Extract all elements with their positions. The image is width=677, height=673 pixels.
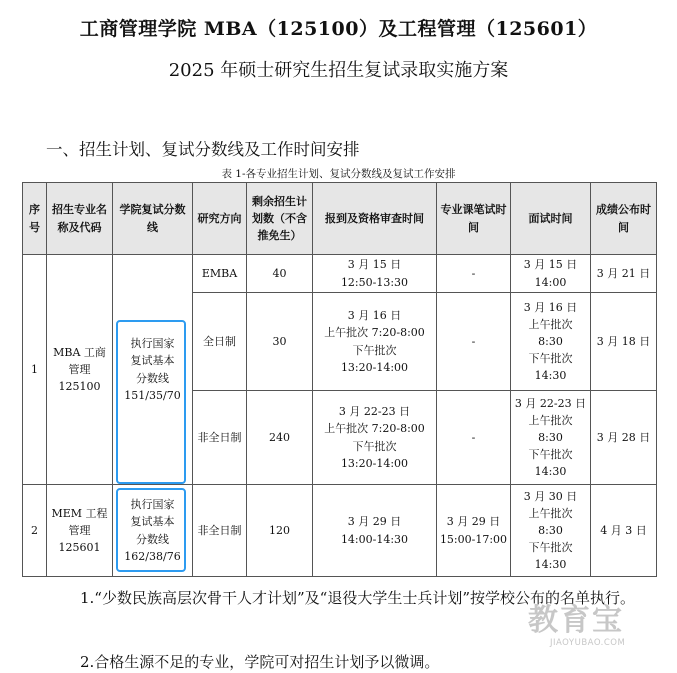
direction-cell: 全日制 (193, 293, 247, 391)
publish-date-cell: 3 月 18 日 (591, 293, 657, 391)
checkin-time-line: 3 月 22-23 日 (338, 405, 411, 419)
checkin-time-cell (313, 391, 437, 485)
score-line-text: 复试基本 (130, 515, 175, 529)
score-line-cell (113, 255, 193, 485)
table-header-row (23, 183, 657, 255)
header-cell: 报到及资格审查时间 (313, 183, 437, 255)
checkin-time-line: 上午批次 7:20-8:00 (324, 326, 425, 340)
written-exam-cell: - (437, 255, 511, 293)
interview-time-line: 上午批次 (528, 413, 573, 427)
interview-time-line: 下午批次 (528, 352, 573, 366)
checkin-time-line: 13:20-14:00 (340, 360, 409, 374)
document-subtitle: 2025 年硕士研究生招生复试录取实施方案 (168, 60, 509, 81)
checkin-time-line: 下午批次 (352, 439, 397, 453)
program-name-cell: MBA 工商管理 125100 (47, 255, 113, 485)
checkin-time-line: 3 月 29 日 (347, 515, 402, 529)
checkin-time-line: 3 月 15 日 (347, 258, 402, 272)
score-line-text: 执行国家 (130, 498, 175, 512)
table-row (23, 485, 657, 577)
plan-count-cell: 30 (247, 293, 313, 391)
note-paragraph-2: 2.合格生源不足的专业，学院可对招生计划予以微调。 (80, 653, 440, 671)
checkin-time-cell (313, 293, 437, 391)
written-exam-cell: - (437, 391, 511, 485)
document-title: 工商管理学院 MBA（125100）及工程管理（125601） (79, 18, 598, 40)
checkin-time-line: 下午批次 (352, 343, 397, 357)
interview-time-line: 下午批次 (528, 448, 573, 462)
interview-time-line: 8:30 (538, 334, 563, 348)
header-cell: 序号 (23, 183, 47, 255)
admission-table (22, 182, 657, 577)
plan-count-cell: 240 (247, 391, 313, 485)
checkin-time-line: 13:20-14:00 (340, 456, 409, 470)
table-row (23, 255, 657, 293)
direction-cell: EMBA (193, 255, 247, 293)
interview-time-line: 上午批次 (528, 506, 573, 520)
interview-time-line: 8:30 (538, 430, 563, 444)
note-paragraph-1: 1.“少数民族高层次骨干人才计划”及“退役大学生士兵计划”按学校公布的名单执行。 (80, 589, 635, 607)
publish-date-cell: 3 月 21 日 (591, 255, 657, 293)
checkin-time-line: 上午批次 7:20-8:00 (324, 422, 425, 436)
interview-time-line: 3 月 15 日 (523, 258, 578, 272)
score-line-text: 分数线 (136, 371, 169, 385)
program-name-cell: MEM 工程管理 125601 (47, 485, 113, 577)
interview-time-cell (511, 293, 591, 391)
section-heading: 一、招生计划、复试分数线及工作时间安排 (46, 140, 360, 159)
header-cell: 成绩公布时间 (591, 183, 657, 255)
watermark-logo (528, 604, 668, 654)
interview-time-line: 3 月 22-23 日 (514, 396, 587, 410)
interview-time-cell (511, 255, 591, 293)
row-number-cell: 1 (23, 255, 47, 485)
watermark-url: JIAOYUBAO.COM (550, 638, 626, 648)
score-line-value: 151/35/70 (124, 388, 181, 402)
plan-count-cell: 120 (247, 485, 313, 577)
header-cell: 研究方向 (193, 183, 247, 255)
checkin-time-line: 3 月 16 日 (347, 309, 402, 323)
interview-time-line: 14:30 (534, 465, 567, 479)
interview-time-line: 14:30 (534, 558, 567, 572)
publish-date-cell: 3 月 28 日 (591, 391, 657, 485)
written-exam-line: 15:00-17:00 (439, 532, 508, 546)
written-exam-line: 3 月 29 日 (446, 515, 501, 529)
interview-time-line: 14:30 (534, 369, 567, 383)
interview-time-line: 上午批次 (528, 317, 573, 331)
written-exam-cell (437, 485, 511, 577)
checkin-time-line: 12:50-13:30 (340, 275, 409, 289)
table-caption: 表 1-各专业招生计划、复试分数线及复试工作安排 (221, 168, 456, 180)
checkin-time-cell (313, 485, 437, 577)
score-line-text: 复试基本 (130, 354, 175, 368)
score-line-text: 分数线 (136, 532, 169, 546)
checkin-time-line: 14:00-14:30 (340, 532, 409, 546)
header-cell: 招生专业名称及代码 (47, 183, 113, 255)
header-cell: 专业课笔试时间 (437, 183, 511, 255)
interview-time-line: 8:30 (538, 523, 563, 537)
plan-count-cell: 40 (247, 255, 313, 293)
interview-time-line: 14:00 (534, 275, 567, 289)
score-line-cell (113, 485, 193, 577)
header-cell: 剩余招生计划数（不含推免生） (247, 183, 313, 255)
publish-date-cell: 4 月 3 日 (591, 485, 657, 577)
direction-cell: 非全日制 (193, 485, 247, 577)
score-line-text: 执行国家 (130, 337, 175, 351)
watermark-text: 教育宝 (528, 603, 624, 638)
admission-table-container (22, 182, 656, 577)
interview-time-line: 3 月 30 日 (523, 489, 578, 503)
checkin-time-cell (313, 255, 437, 293)
header-cell: 学院复试分数线 (113, 183, 193, 255)
interview-time-cell (511, 391, 591, 485)
interview-time-line: 下午批次 (528, 541, 573, 555)
header-cell: 面试时间 (511, 183, 591, 255)
score-line-value: 162/38/76 (124, 549, 181, 563)
interview-time-line: 3 月 16 日 (523, 300, 578, 314)
row-number-cell: 2 (23, 485, 47, 577)
direction-cell: 非全日制 (193, 391, 247, 485)
written-exam-cell: - (437, 293, 511, 391)
interview-time-cell (511, 485, 591, 577)
